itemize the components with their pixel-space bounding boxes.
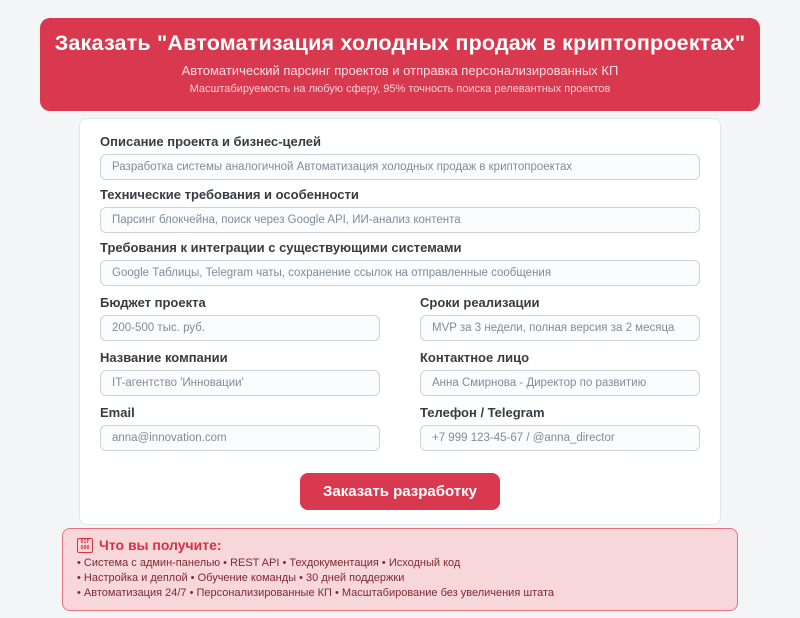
project-description-label: Описание проекта и бизнес-целей: [100, 134, 322, 149]
tech-requirements-input[interactable]: [100, 207, 700, 233]
benefit-line-3: • Автоматизация 24/7 • Персонализированные КП • Масштабирование без увеличения штата: [77, 587, 554, 599]
contact-person-input[interactable]: [420, 370, 700, 396]
email-input[interactable]: [100, 425, 380, 451]
page-tagline: Масштабируемость на любую сферу, 95% точность поиска релевантных проектов: [189, 83, 611, 95]
order-form-card: [79, 118, 721, 525]
field-contact-person: [420, 348, 700, 396]
timeline-input[interactable]: [420, 315, 700, 341]
project-description-input[interactable]: [100, 154, 700, 180]
rocket-icon: 01F 680: [77, 538, 93, 553]
field-budget: [100, 293, 380, 341]
field-integration-requirements: [100, 240, 700, 286]
field-company-name: [100, 348, 380, 396]
order-development-button[interactable]: Заказать разработку: [300, 473, 500, 510]
company-name-label: Название компании: [100, 350, 228, 365]
integration-requirements-input[interactable]: [100, 260, 700, 286]
page-title: Заказать "Автоматизация холодных продаж в криптопроектах": [54, 31, 746, 55]
email-label: Email: [100, 405, 135, 420]
field-phone-telegram: [420, 403, 700, 451]
field-email: [100, 403, 380, 451]
budget-label: Бюджет проекта: [100, 295, 206, 310]
benefit-line-2: • Настройка и деплой • Обучение команды • 30 дней поддержки: [77, 572, 405, 584]
integration-requirements-label: Требования к интеграции с существующими системами: [100, 240, 462, 255]
benefit-line-1: • Система с админ-панелью • REST API • Техдокументация • Исходный код: [77, 557, 461, 569]
field-project-description: [100, 134, 700, 180]
benefits-panel: [62, 528, 738, 611]
phone-telegram-input[interactable]: [420, 425, 700, 451]
page-subtitle: Автоматический парсинг проектов и отправка персонализированных КП: [181, 63, 619, 78]
tech-requirements-label: Технические требования и особенности: [100, 187, 359, 202]
timeline-label: Сроки реализации: [420, 295, 540, 310]
company-name-input[interactable]: [100, 370, 380, 396]
field-tech-requirements: [100, 187, 700, 233]
contact-person-label: Контактное лицо: [420, 350, 530, 365]
benefits-title: Что вы получите:: [99, 537, 222, 553]
phone-telegram-label: Телефон / Telegram: [420, 405, 545, 420]
header-banner: [40, 18, 760, 111]
field-timeline: [420, 293, 700, 341]
budget-input[interactable]: [100, 315, 380, 341]
